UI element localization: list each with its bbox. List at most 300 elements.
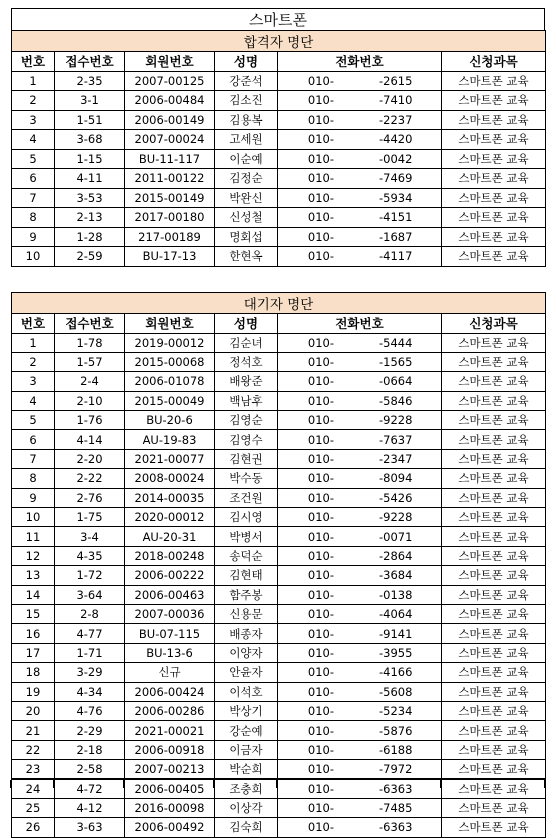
phone-suffix: -2864: [379, 548, 413, 563]
phone-suffix: -8094: [379, 471, 413, 486]
cell-receipt-no: 2-76: [55, 488, 125, 507]
cell-phone: [278, 208, 442, 228]
cell-member-no: BU-13-6: [125, 643, 215, 662]
cell-member-no: 2006-00918: [125, 740, 215, 759]
cell-no: 21: [12, 721, 55, 740]
cell-member-no: 2007-00125: [125, 71, 215, 91]
table-row: [12, 391, 546, 410]
phone-prefix: 010-: [307, 548, 334, 563]
cell-member-no: BU-20-6: [125, 411, 215, 430]
cell-member-no: 2006-01078: [125, 372, 215, 391]
cell-no: 3: [12, 110, 55, 130]
cell-receipt-no: 2-35: [55, 71, 125, 91]
phone-prefix: 010-: [307, 452, 334, 467]
cell-receipt-no: 3-1: [55, 91, 125, 111]
phone-prefix: 010-: [307, 93, 334, 108]
phone-prefix: 010-: [307, 413, 334, 428]
cell-course: 스마트폰 교육: [442, 169, 546, 189]
cell-course: 스마트폰 교육: [442, 701, 546, 720]
cell-course: 스마트폰 교육: [442, 760, 546, 779]
cell-name: 김소진: [215, 91, 278, 111]
phone-prefix: 010-: [307, 607, 334, 622]
cell-no: 7: [12, 449, 55, 468]
cell-course: 스마트폰 교육: [442, 643, 546, 662]
table-row: [12, 208, 546, 228]
cell-receipt-no: 2-22: [55, 469, 125, 488]
cell-phone: [278, 566, 442, 585]
cell-name: 박완신: [215, 188, 278, 208]
cell-no: 4: [12, 391, 55, 410]
table-row: [12, 188, 546, 208]
cell-phone: [278, 149, 442, 169]
cell-no: 6: [12, 169, 55, 189]
cell-no: 16: [12, 624, 55, 643]
cell-member-no: 2006-00484: [125, 91, 215, 111]
cell-name: 김영순: [215, 411, 278, 430]
cell-course: 스마트폰 교육: [442, 740, 546, 759]
cell-name: 안윤자: [215, 663, 278, 682]
phone-suffix: -6363: [379, 820, 413, 835]
cell-name: 배왕준: [215, 372, 278, 391]
cell-phone: [278, 798, 442, 817]
table-row: [12, 91, 546, 111]
phone-prefix: 010-: [307, 393, 334, 408]
phone-suffix: -0042: [379, 151, 413, 166]
phone-suffix: -2347: [379, 452, 413, 467]
cell-course: 스마트폰 교육: [442, 469, 546, 488]
cell-receipt-no: 2-59: [55, 247, 125, 267]
cell-receipt-no: 1-76: [55, 411, 125, 430]
table-row: [12, 149, 546, 169]
header-name: 성명: [215, 314, 278, 334]
phone-suffix: -7485: [379, 801, 413, 816]
header-name: 성명: [215, 52, 278, 72]
cell-receipt-no: 3-63: [55, 818, 125, 837]
table-row: [12, 585, 546, 604]
table-row: [12, 352, 546, 371]
table-row: [12, 663, 546, 682]
cell-receipt-no: 2-4: [55, 372, 125, 391]
cell-course: 스마트폰 교육: [442, 372, 546, 391]
cell-phone: [278, 188, 442, 208]
cell-name: 박병서: [215, 527, 278, 546]
cell-phone: [278, 585, 442, 604]
phone-suffix: -2237: [379, 112, 413, 127]
table-row: [12, 169, 546, 189]
phone-prefix: 010-: [307, 645, 334, 660]
cell-phone: [278, 391, 442, 410]
cell-member-no: 2017-00180: [125, 208, 215, 228]
cell-course: 스마트폰 교육: [442, 779, 546, 798]
phone-prefix: 010-: [307, 432, 334, 447]
table-row: [12, 701, 546, 720]
cell-no: 3: [12, 372, 55, 391]
cell-name: 박상기: [215, 701, 278, 720]
phone-suffix: -0138: [379, 587, 413, 602]
cell-receipt-no: 2-29: [55, 721, 125, 740]
cell-phone: [278, 604, 442, 623]
cell-member-no: 2006-00424: [125, 682, 215, 701]
phone-prefix: 010-: [307, 151, 334, 166]
cell-name: 김현권: [215, 449, 278, 468]
cell-name: 이상각: [215, 798, 278, 817]
cell-member-no: 2006-00463: [125, 585, 215, 604]
cell-member-no: 2015-00068: [125, 352, 215, 371]
cell-no: 14: [12, 585, 55, 604]
phone-suffix: -2615: [379, 73, 413, 88]
cell-course: 스마트폰 교육: [442, 391, 546, 410]
cell-name: 조건원: [215, 488, 278, 507]
cell-member-no: 2008-00024: [125, 469, 215, 488]
phone-suffix: -5934: [379, 190, 413, 205]
cell-no: 9: [12, 227, 55, 247]
table-row: [12, 740, 546, 759]
cell-phone: [278, 818, 442, 837]
table-row: [12, 604, 546, 623]
cell-phone: [278, 352, 442, 371]
phone-prefix: 010-: [307, 471, 334, 486]
cell-receipt-no: 2-58: [55, 760, 125, 779]
table-row: [12, 247, 546, 267]
cell-phone: [278, 71, 442, 91]
phone-suffix: -9228: [379, 413, 413, 428]
cell-receipt-no: 1-51: [55, 110, 125, 130]
phone-prefix: 010-: [307, 249, 334, 264]
cell-member-no: 217-00189: [125, 227, 215, 247]
cell-no: 10: [12, 508, 55, 527]
cell-phone: [278, 488, 442, 507]
cell-no: 24: [12, 779, 55, 798]
cell-no: 2: [12, 352, 55, 371]
header-phone: 전화번호: [278, 52, 442, 72]
cell-member-no: 2011-00122: [125, 169, 215, 189]
phone-suffix: -0664: [379, 374, 413, 389]
phone-suffix: -4420: [379, 132, 413, 147]
cell-receipt-no: 4-34: [55, 682, 125, 701]
cell-member-no: 2015-00049: [125, 391, 215, 410]
phone-prefix: 010-: [307, 626, 334, 641]
phone-prefix: 010-: [307, 335, 334, 350]
cell-name: 함주봉: [215, 585, 278, 604]
phone-suffix: -0071: [379, 529, 413, 544]
phone-prefix: 010-: [307, 665, 334, 680]
cell-member-no: 2018-00248: [125, 546, 215, 565]
cell-course: 스마트폰 교육: [442, 130, 546, 150]
cell-name: 김영수: [215, 430, 278, 449]
header-no: 번호: [12, 52, 55, 72]
cell-name: 박순희: [215, 760, 278, 779]
cell-phone: [278, 411, 442, 430]
phone-suffix: -4151: [379, 210, 413, 225]
cell-name: 이금자: [215, 740, 278, 759]
cell-name: 김순녀: [215, 333, 278, 352]
cell-phone: [278, 449, 442, 468]
cell-member-no: 2006-00405: [125, 779, 215, 798]
cell-name: 백남후: [215, 391, 278, 410]
cell-phone: [278, 247, 442, 267]
cell-no: 23: [12, 760, 55, 779]
phone-prefix: 010-: [307, 820, 334, 835]
table-row: [12, 110, 546, 130]
phone-suffix: -3684: [379, 568, 413, 583]
cell-member-no: AU-19-83: [125, 430, 215, 449]
cell-member-no: 2006-00492: [125, 818, 215, 837]
cell-name: 김정순: [215, 169, 278, 189]
cell-receipt-no: 1-28: [55, 227, 125, 247]
phone-prefix: 010-: [307, 801, 334, 816]
cell-course: 스마트폰 교육: [442, 488, 546, 507]
phone-prefix: 010-: [307, 510, 334, 525]
cell-phone: [278, 91, 442, 111]
cell-no: 26: [12, 818, 55, 837]
cell-receipt-no: 3-4: [55, 527, 125, 546]
cell-receipt-no: 2-13: [55, 208, 125, 228]
table-row: [12, 372, 546, 391]
cell-no: 2: [12, 91, 55, 111]
cell-phone: [278, 169, 442, 189]
cell-receipt-no: 4-35: [55, 546, 125, 565]
cell-member-no: 2021-00077: [125, 449, 215, 468]
table-row: [12, 546, 546, 565]
cell-course: 스마트폰 교육: [442, 527, 546, 546]
cell-member-no: 신규: [125, 663, 215, 682]
cell-course: 스마트폰 교육: [442, 566, 546, 585]
phone-suffix: -1687: [379, 229, 413, 244]
waiting-header-row: [12, 314, 546, 334]
cell-name: 신성철: [215, 208, 278, 228]
sheet-title: 스마트폰: [11, 8, 545, 30]
phone-suffix: -5426: [379, 490, 413, 505]
phone-prefix: 010-: [307, 229, 334, 244]
cell-member-no: 2021-00021: [125, 721, 215, 740]
cell-member-no: BU-17-13: [125, 247, 215, 267]
cell-name: 송덕순: [215, 546, 278, 565]
header-course: 신청과목: [442, 314, 546, 334]
cell-no: 6: [12, 430, 55, 449]
phone-prefix: 010-: [307, 762, 334, 777]
cell-member-no: 2007-00036: [125, 604, 215, 623]
header-no: 번호: [12, 314, 55, 334]
cell-member-no: 2006-00222: [125, 566, 215, 585]
phone-prefix: 010-: [307, 684, 334, 699]
table-row: [12, 643, 546, 662]
phone-suffix: -6188: [379, 742, 413, 757]
cell-receipt-no: 1-78: [55, 333, 125, 352]
cell-course: 스마트폰 교육: [442, 449, 546, 468]
phone-suffix: -5608: [379, 684, 413, 699]
cell-name: 박수동: [215, 469, 278, 488]
phone-prefix: 010-: [307, 529, 334, 544]
cell-phone: [278, 227, 442, 247]
phone-prefix: 010-: [307, 132, 334, 147]
waiting-section-label: 대기자 명단: [12, 293, 546, 314]
cell-course: 스마트폰 교육: [442, 663, 546, 682]
cell-phone: [278, 740, 442, 759]
cell-course: 스마트폰 교육: [442, 71, 546, 91]
cell-course: 스마트폰 교육: [442, 188, 546, 208]
phone-suffix: -4117: [379, 249, 413, 264]
table-row: [12, 527, 546, 546]
phone-prefix: 010-: [307, 171, 334, 186]
cell-no: 5: [12, 149, 55, 169]
cell-receipt-no: 4-76: [55, 701, 125, 720]
table-row: [12, 624, 546, 643]
cell-receipt-no: 3-29: [55, 663, 125, 682]
cell-course: 스마트폰 교육: [442, 546, 546, 565]
table-row: [12, 469, 546, 488]
table-row: [12, 760, 546, 779]
header-member-no: 회원번호: [125, 52, 215, 72]
cell-member-no: 2006-00149: [125, 110, 215, 130]
cell-member-no: AU-20-31: [125, 527, 215, 546]
cell-receipt-no: 1-75: [55, 508, 125, 527]
cell-no: 18: [12, 663, 55, 682]
cell-receipt-no: 2-10: [55, 391, 125, 410]
phone-suffix: -4166: [379, 665, 413, 680]
phone-suffix: -5234: [379, 704, 413, 719]
cell-phone: [278, 682, 442, 701]
cell-member-no: 2020-00012: [125, 508, 215, 527]
cell-name: 정석호: [215, 352, 278, 371]
cell-receipt-no: 1-15: [55, 149, 125, 169]
phone-prefix: 010-: [307, 742, 334, 757]
cell-name: 배종자: [215, 624, 278, 643]
cell-no: 1: [12, 71, 55, 91]
cell-member-no: 2016-00098: [125, 798, 215, 817]
phone-suffix: -1565: [379, 355, 413, 370]
cell-member-no: 2007-00024: [125, 130, 215, 150]
cell-member-no: 2015-00149: [125, 188, 215, 208]
cell-course: 스마트폰 교육: [442, 721, 546, 740]
cell-course: 스마트폰 교육: [442, 227, 546, 247]
cell-phone: [278, 430, 442, 449]
phone-suffix: -4064: [379, 607, 413, 622]
cell-receipt-no: 4-11: [55, 169, 125, 189]
cell-course: 스마트폰 교육: [442, 682, 546, 701]
cell-name: 강준석: [215, 71, 278, 91]
cell-phone: [278, 110, 442, 130]
cell-member-no: 2019-00012: [125, 333, 215, 352]
cell-receipt-no: 3-53: [55, 188, 125, 208]
phone-prefix: 010-: [307, 723, 334, 738]
cell-receipt-no: 4-77: [55, 624, 125, 643]
phone-suffix: -5444: [379, 335, 413, 350]
cell-phone: [278, 469, 442, 488]
cell-no: 25: [12, 798, 55, 817]
empty-row-gridlines: [11, 779, 545, 787]
cell-no: 22: [12, 740, 55, 759]
header-course: 신청과목: [442, 52, 546, 72]
table-row: [12, 682, 546, 701]
phone-prefix: 010-: [307, 568, 334, 583]
cell-phone: [278, 624, 442, 643]
cell-name: 고세원: [215, 130, 278, 150]
table-row: [12, 721, 546, 740]
phone-suffix: -7637: [379, 432, 413, 447]
cell-no: 15: [12, 604, 55, 623]
cell-no: 12: [12, 546, 55, 565]
cell-member-no: 2014-00035: [125, 488, 215, 507]
phone-suffix: -7410: [379, 93, 413, 108]
cell-name: 조충희: [215, 779, 278, 798]
cell-course: 스마트폰 교육: [442, 352, 546, 371]
cell-name: 신용문: [215, 604, 278, 623]
cell-course: 스마트폰 교육: [442, 333, 546, 352]
cell-no: 8: [12, 208, 55, 228]
table-row: [12, 818, 546, 837]
table-row: [12, 411, 546, 430]
cell-phone: [278, 372, 442, 391]
header-receipt-no: 접수번호: [55, 314, 125, 334]
passed-table: [11, 30, 546, 267]
cell-receipt-no: 1-72: [55, 566, 125, 585]
phone-suffix: -6363: [379, 781, 413, 796]
cell-phone: [278, 760, 442, 779]
cell-phone: [278, 546, 442, 565]
cell-no: 9: [12, 488, 55, 507]
cell-receipt-no: 2-18: [55, 740, 125, 759]
cell-name: 한현옥: [215, 247, 278, 267]
cell-no: 13: [12, 566, 55, 585]
cell-no: 11: [12, 527, 55, 546]
cell-course: 스마트폰 교육: [442, 818, 546, 837]
table-row: [12, 488, 546, 507]
cell-no: 20: [12, 701, 55, 720]
cell-phone: [278, 527, 442, 546]
table-row: [12, 449, 546, 468]
cell-phone: [278, 643, 442, 662]
cell-name: 김시영: [215, 508, 278, 527]
cell-course: 스마트폰 교육: [442, 149, 546, 169]
table-row: [12, 71, 546, 91]
cell-name: 이순예: [215, 149, 278, 169]
phone-prefix: 010-: [307, 490, 334, 505]
cell-receipt-no: 4-12: [55, 798, 125, 817]
table-row: [12, 508, 546, 527]
cell-member-no: BU-11-117: [125, 149, 215, 169]
passed-section-label: 합격자 명단: [12, 31, 546, 52]
header-member-no: 회원번호: [125, 314, 215, 334]
cell-receipt-no: 1-57: [55, 352, 125, 371]
cell-receipt-no: 4-72: [55, 779, 125, 798]
cell-receipt-no: 2-8: [55, 604, 125, 623]
cell-phone: [278, 663, 442, 682]
passed-header-row: [12, 52, 546, 72]
cell-phone: [278, 333, 442, 352]
phone-suffix: -7469: [379, 171, 413, 186]
phone-suffix: -5876: [379, 723, 413, 738]
table-row: [12, 227, 546, 247]
cell-member-no: 2007-00213: [125, 760, 215, 779]
cell-no: 19: [12, 682, 55, 701]
cell-name: 김숙희: [215, 818, 278, 837]
phone-suffix: -7972: [379, 762, 413, 777]
cell-course: 스마트폰 교육: [442, 624, 546, 643]
cell-course: 스마트폰 교육: [442, 110, 546, 130]
phone-suffix: -5846: [379, 393, 413, 408]
table-row: [12, 333, 546, 352]
header-receipt-no: 접수번호: [55, 52, 125, 72]
cell-course: 스마트폰 교육: [442, 798, 546, 817]
phone-prefix: 010-: [307, 190, 334, 205]
cell-phone: [278, 508, 442, 527]
cell-course: 스마트폰 교육: [442, 247, 546, 267]
cell-course: 스마트폰 교육: [442, 604, 546, 623]
cell-no: 4: [12, 130, 55, 150]
phone-prefix: 010-: [307, 112, 334, 127]
phone-prefix: 010-: [307, 587, 334, 602]
cell-receipt-no: 1-71: [55, 643, 125, 662]
